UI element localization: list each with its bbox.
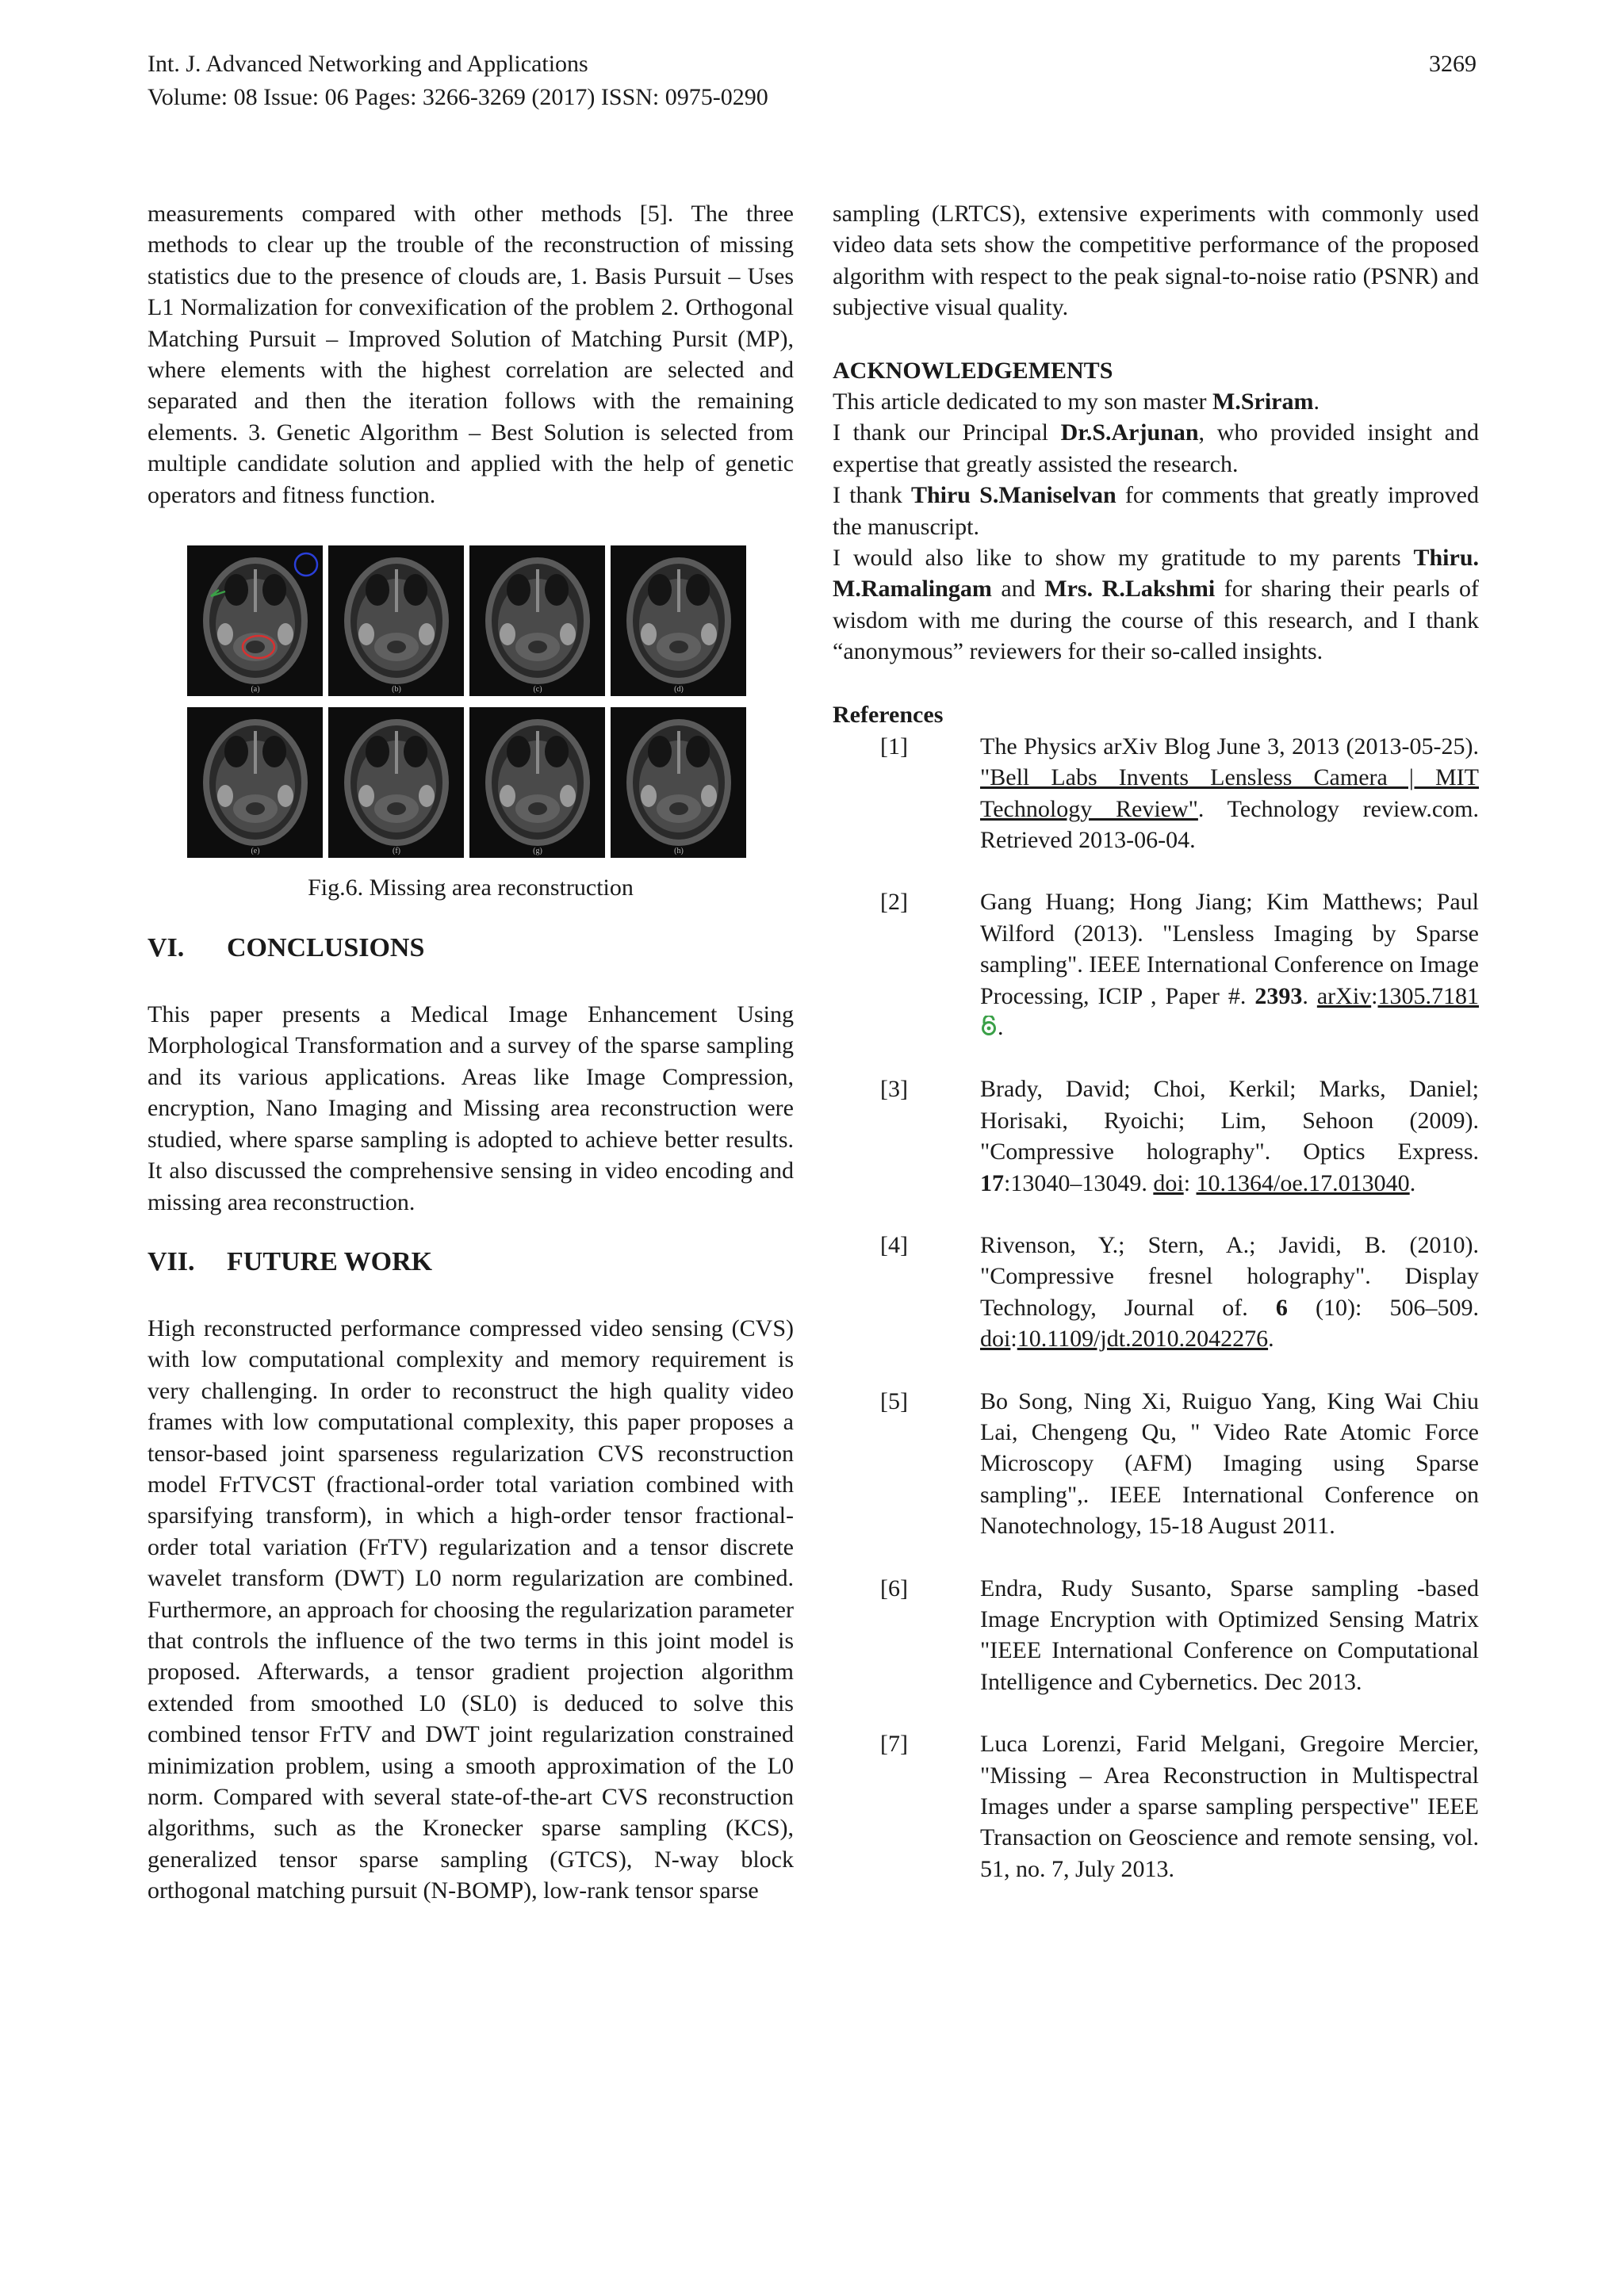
open-access-icon bbox=[980, 1016, 998, 1036]
reference-4: [4] Rivenson, Y.; Stern, A.; Javidi, B. (2010). "Compressive fresnel holography". Display Technology, Journal of. 6 (10): 506–509. doi:10.1109/jdt.2010.2042276. bbox=[880, 1231, 1479, 1353]
ct-scan-tile bbox=[469, 707, 605, 858]
doi-link[interactable]: doi bbox=[980, 1326, 1011, 1353]
svg-text:(b): (b) bbox=[392, 685, 401, 695]
ack-line-1: This article dedicated to my son master M.Sriram. bbox=[833, 388, 1320, 415]
arxiv-link[interactable]: arXiv bbox=[1316, 982, 1372, 1009]
ack-line-3: I thank Thiru S.Maniselvan for comments that greatly improved the manuscript. bbox=[833, 482, 1479, 540]
ct-scan-grid bbox=[187, 545, 756, 866]
page-header bbox=[147, 48, 1477, 114]
right-column bbox=[833, 198, 1479, 1885]
volume-info: Volume: 08 Issue: 06 Pages: 3266-3269 (2017) ISSN: 0975-0290 bbox=[147, 84, 768, 110]
reference-6: [6] Endra, Rudy Susanto, Sparse sampling -based Image Encryption with Optimized Sensing Matrix "IEEE International Conference on Computational Intelligence and Cybernetics. Dec 2013. bbox=[880, 1575, 1479, 1695]
ct-scan-tile bbox=[328, 707, 464, 858]
left-column bbox=[147, 198, 794, 1907]
ct-scan-tile bbox=[611, 707, 746, 858]
ct-scan-tile bbox=[187, 707, 323, 858]
svg-text:(h): (h) bbox=[674, 847, 684, 856]
reference-5: [5] Bo Song, Ning Xi, Ruiguo Yang, King Wai Chiu Lai, Chengeng Qu, " Video Rate Atomic Force Microscopy (AFM) Imaging using Sparse sampling",. IEEE International Conference on Nanotechnology, 15-18 August 2011. bbox=[880, 1387, 1479, 1540]
figure-caption: Fig.6. Missing area reconstruction bbox=[308, 874, 634, 901]
section-number: VII. bbox=[147, 1246, 195, 1276]
figure-6 bbox=[147, 545, 794, 904]
references bbox=[833, 699, 1479, 1885]
intro-paragraph: measurements compared with other methods [5]. The three methods to clear up the trouble of the reconstruction of missing statistics due to the presence of clouds are, 1. Basis Pursuit – Uses L1 Normalization for convexification of the problem 2. Orthogonal Matching Pursuit – Improved Solution of Matching Pursit (MP), where elements with the highest correlation are selected and separated and then the iteration follows with the remaining elements. 3. Genetic Algorithm – Best Solution is selected from multiple candidate solution and applied with the help of genetic operators and fitness function. bbox=[147, 201, 794, 508]
ct-scan-tile bbox=[187, 545, 323, 696]
continuation-paragraph: sampling (LRTCS), extensive experiments with commonly used video data sets show the competitive performance of the proposed algorithm with respect to the peak signal-to-noise ratio (PSNR) and subjective visual quality. bbox=[833, 201, 1479, 321]
section-number: VI. bbox=[147, 933, 185, 963]
page-number: 3269 bbox=[1429, 51, 1477, 77]
section-title: FUTURE WORK bbox=[227, 1246, 433, 1276]
ct-scan-tile bbox=[328, 545, 464, 696]
svg-text:(f): (f) bbox=[393, 847, 400, 856]
future-work-paragraph: High reconstructed performance compressed video sensing (CVS) with low computational complexity and memory requirement is very challenging. In order to reconstruct the high quality video frames with low computational complexity, this paper proposes a tensor-based joint sparseness regularization CVS reconstruction model FrTVCST (fractional-order total variation combined with sparsifying transform), in which a high-order tensor fractional-order total variation (FrTV) regularization and a tensor discrete wavelet transform (DWT) L0 norm regularization are combined. Furthermore, an approach for choosing the regularization parameter that controls the influence of the two terms in this joint model is proposed. Afterwards, a tensor gradient projection algorithm extended from smoothed L0 (SL0) is deduced to solve this combined tensor FrTV and DWT joint regularization constrained minimization problem, using a smooth approximation of the L0 norm. Compared with several state-of-the-art CVS reconstruction algorithms, such as the Kronecker sparse sampling (KCS), generalized tensor sparse sampling (GTCS), N-way block orthogonal matching pursuit (N-BOMP), low-rank tensor sparse bbox=[147, 1314, 794, 1904]
doi-id-link[interactable]: 10.1109/jdt.2010.2042276 bbox=[1017, 1326, 1269, 1353]
ack-line-2: I thank our Principal Dr.S.Arjunan, who provided insight and expertise that greatly assisted the research. bbox=[833, 419, 1479, 477]
conclusions-paragraph: This paper presents a Medical Image Enhancement Using Morphological Transformation and a survey of the sparse sampling and its various applications. Areas like Image Compression, encryption, Nano Imaging and Missing area reconstruction were studied, where sparse sampling is adopted to achieve better results. It also discussed the comprehensive sensing in video encoding and missing area reconstruction. bbox=[147, 1001, 794, 1215]
svg-text:(g): (g) bbox=[533, 847, 542, 856]
reference-3: [3] Brady, David; Choi, Kerkil; Marks, Daniel; Horisaki, Ryoichi; Lim, Sehoon (2009). "Compressive holography". Optics Express. 17:13040–13049. doi: 10.1364/oe.17.013040. bbox=[880, 1076, 1479, 1196]
acknowledgements bbox=[833, 355, 1479, 668]
doi-link[interactable]: doi bbox=[1153, 1169, 1184, 1196]
arxiv-id-link[interactable]: 1305.7181 bbox=[1377, 982, 1480, 1009]
reference-link[interactable]: "Bell Labs Invents Lensless Camera | MIT Technology Review" bbox=[980, 764, 1479, 822]
svg-text:(d): (d) bbox=[674, 685, 684, 695]
ack-line-4: I would also like to show my gratitude to my parents Thiru. M.Ramalingam and Mrs. R.Lakshmi for sharing their pearls of wisdom with me during the course of this research, and I thank “anonymous” reviewers for their so-called insights. bbox=[833, 545, 1479, 665]
ct-scan-tile bbox=[611, 545, 746, 696]
reference-1: [1] The Physics arXiv Blog June 3, 2013 (2013-05-25). "Bell Labs Invents Lensless Camera | MIT Technology Review". Technology review.com. Retrieved 2013-06-04. bbox=[880, 733, 1479, 853]
references-title: References bbox=[833, 701, 944, 728]
section-heading-conclusions bbox=[147, 931, 794, 966]
journal-name: Int. J. Advanced Networking and Applications bbox=[147, 51, 588, 77]
ct-scan-tile bbox=[469, 545, 605, 696]
reference-2: [2] Gang Huang; Hong Jiang; Kim Matthews; Paul Wilford (2013). "Lensless Imaging by Sparse sampling". IEEE International Conference on Image Processing, ICIP , Paper #. 2393. arXiv:1305.7181 . bbox=[880, 889, 1480, 1040]
section-title: CONCLUSIONS bbox=[227, 933, 425, 963]
svg-text:(e): (e) bbox=[251, 847, 260, 856]
section-heading-future-work bbox=[147, 1245, 794, 1280]
ack-title: ACKNOWLEDGEMENTS bbox=[833, 357, 1113, 384]
reference-7: [7] Luca Lorenzi, Farid Melgani, Gregoire Mercier, "Missing – Area Reconstruction in Multispectral Images under a sparse sampling perspective" IEEE Transaction on Geoscience and remote sensing, vol. 51, no. 7, July 2013. bbox=[880, 1731, 1479, 1882]
svg-text:(c): (c) bbox=[533, 685, 542, 695]
doi-id-link[interactable]: 10.1364/oe.17.013040 bbox=[1196, 1169, 1410, 1196]
svg-text:(a): (a) bbox=[251, 685, 260, 695]
